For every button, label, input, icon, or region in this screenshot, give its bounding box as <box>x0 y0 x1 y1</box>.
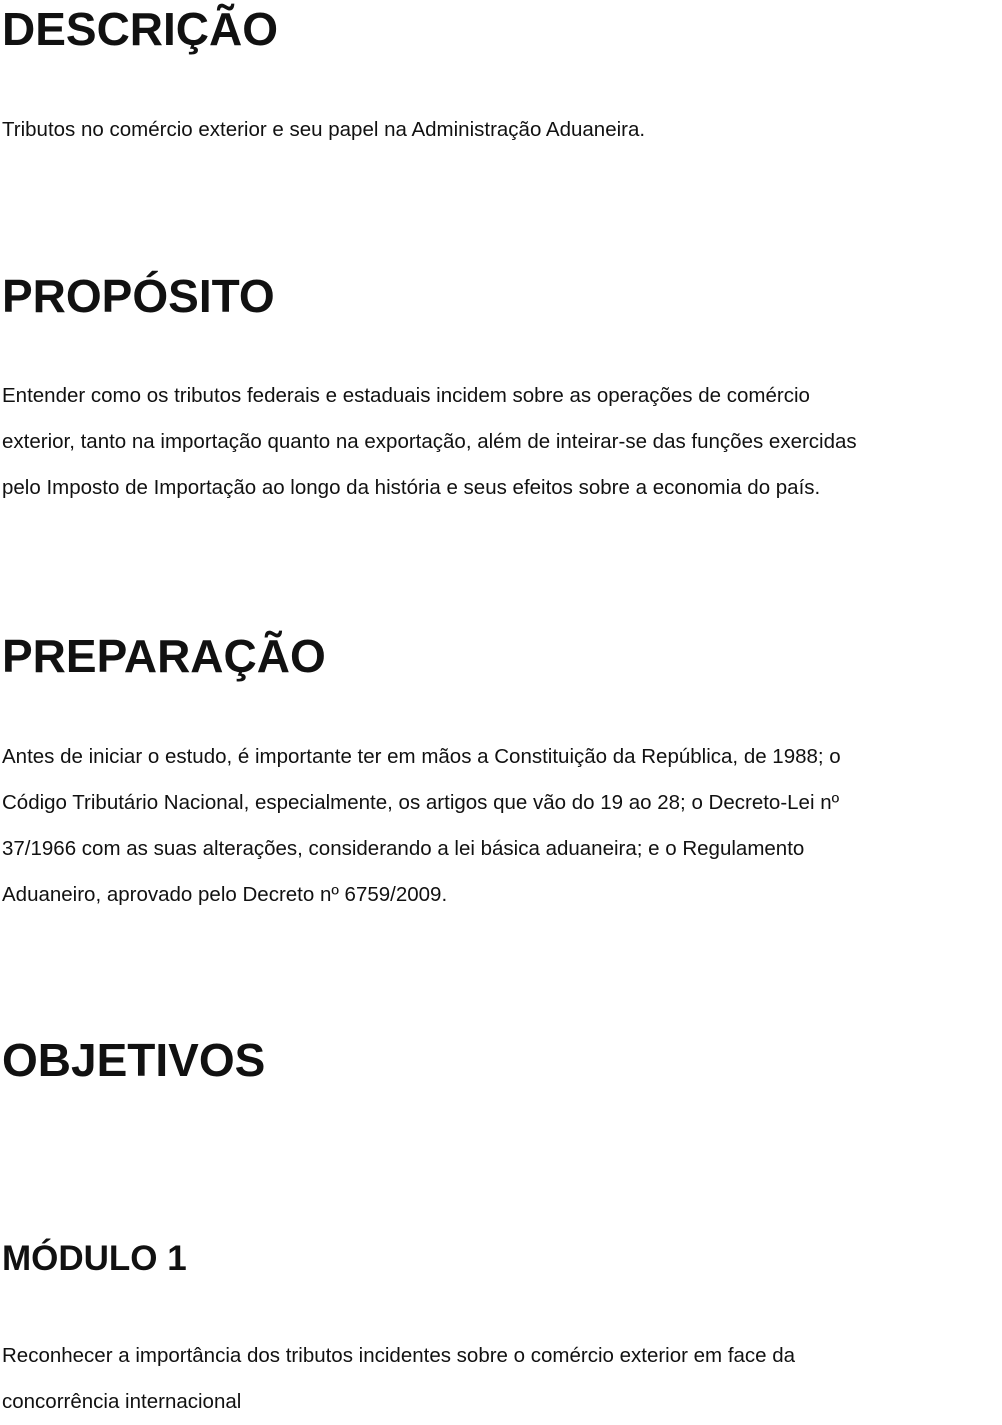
heading-preparacao: PREPARAÇÃO <box>2 630 326 682</box>
preparacao-line-1: Antes de iniciar o estudo, é importante ter em mãos a Constituição da República, de 1988; o <box>2 745 841 768</box>
preparacao-line-2: Código Tributário Nacional, especialmente, os artigos que vão do 19 ao 28; o Decreto-Lei nº <box>2 791 840 814</box>
paragraph-descricao <box>2 107 1002 153</box>
proposito-line-1: Entender como os tributos federais e estaduais incidem sobre as operações de comércio <box>2 384 810 407</box>
preparacao-line-3: 37/1966 com as suas alterações, considerando a lei básica aduaneira; e o Regulamento <box>2 837 805 860</box>
proposito-line-3: pelo Imposto de Importação ao longo da história e seus efeitos sobre a economia do país. <box>2 476 821 499</box>
descricao-line-1: Tributos no comércio exterior e seu papel na Administração Aduaneira. <box>2 118 646 141</box>
heading-proposito: PROPÓSITO <box>2 270 275 322</box>
modulo1-line-1: Reconhecer a importância dos tributos incidentes sobre o comércio exterior em face da <box>2 1344 796 1367</box>
paragraph-preparacao <box>2 734 1002 918</box>
modulo1-line-2: concorrência internacional <box>2 1390 242 1413</box>
paragraph-modulo-1 <box>2 1333 1002 1425</box>
proposito-line-2: exterior, tanto na importação quanto na exportação, além de inteirar-se das funções exercidas <box>2 430 857 453</box>
paragraph-proposito <box>2 373 1002 511</box>
heading-objetivos: OBJETIVOS <box>2 1034 266 1086</box>
heading-descricao: DESCRIÇÃO <box>2 3 279 55</box>
preparacao-line-4: Aduaneiro, aprovado pelo Decreto nº 6759/2009. <box>2 883 448 906</box>
heading-modulo-1: MÓDULO 1 <box>2 1239 187 1278</box>
